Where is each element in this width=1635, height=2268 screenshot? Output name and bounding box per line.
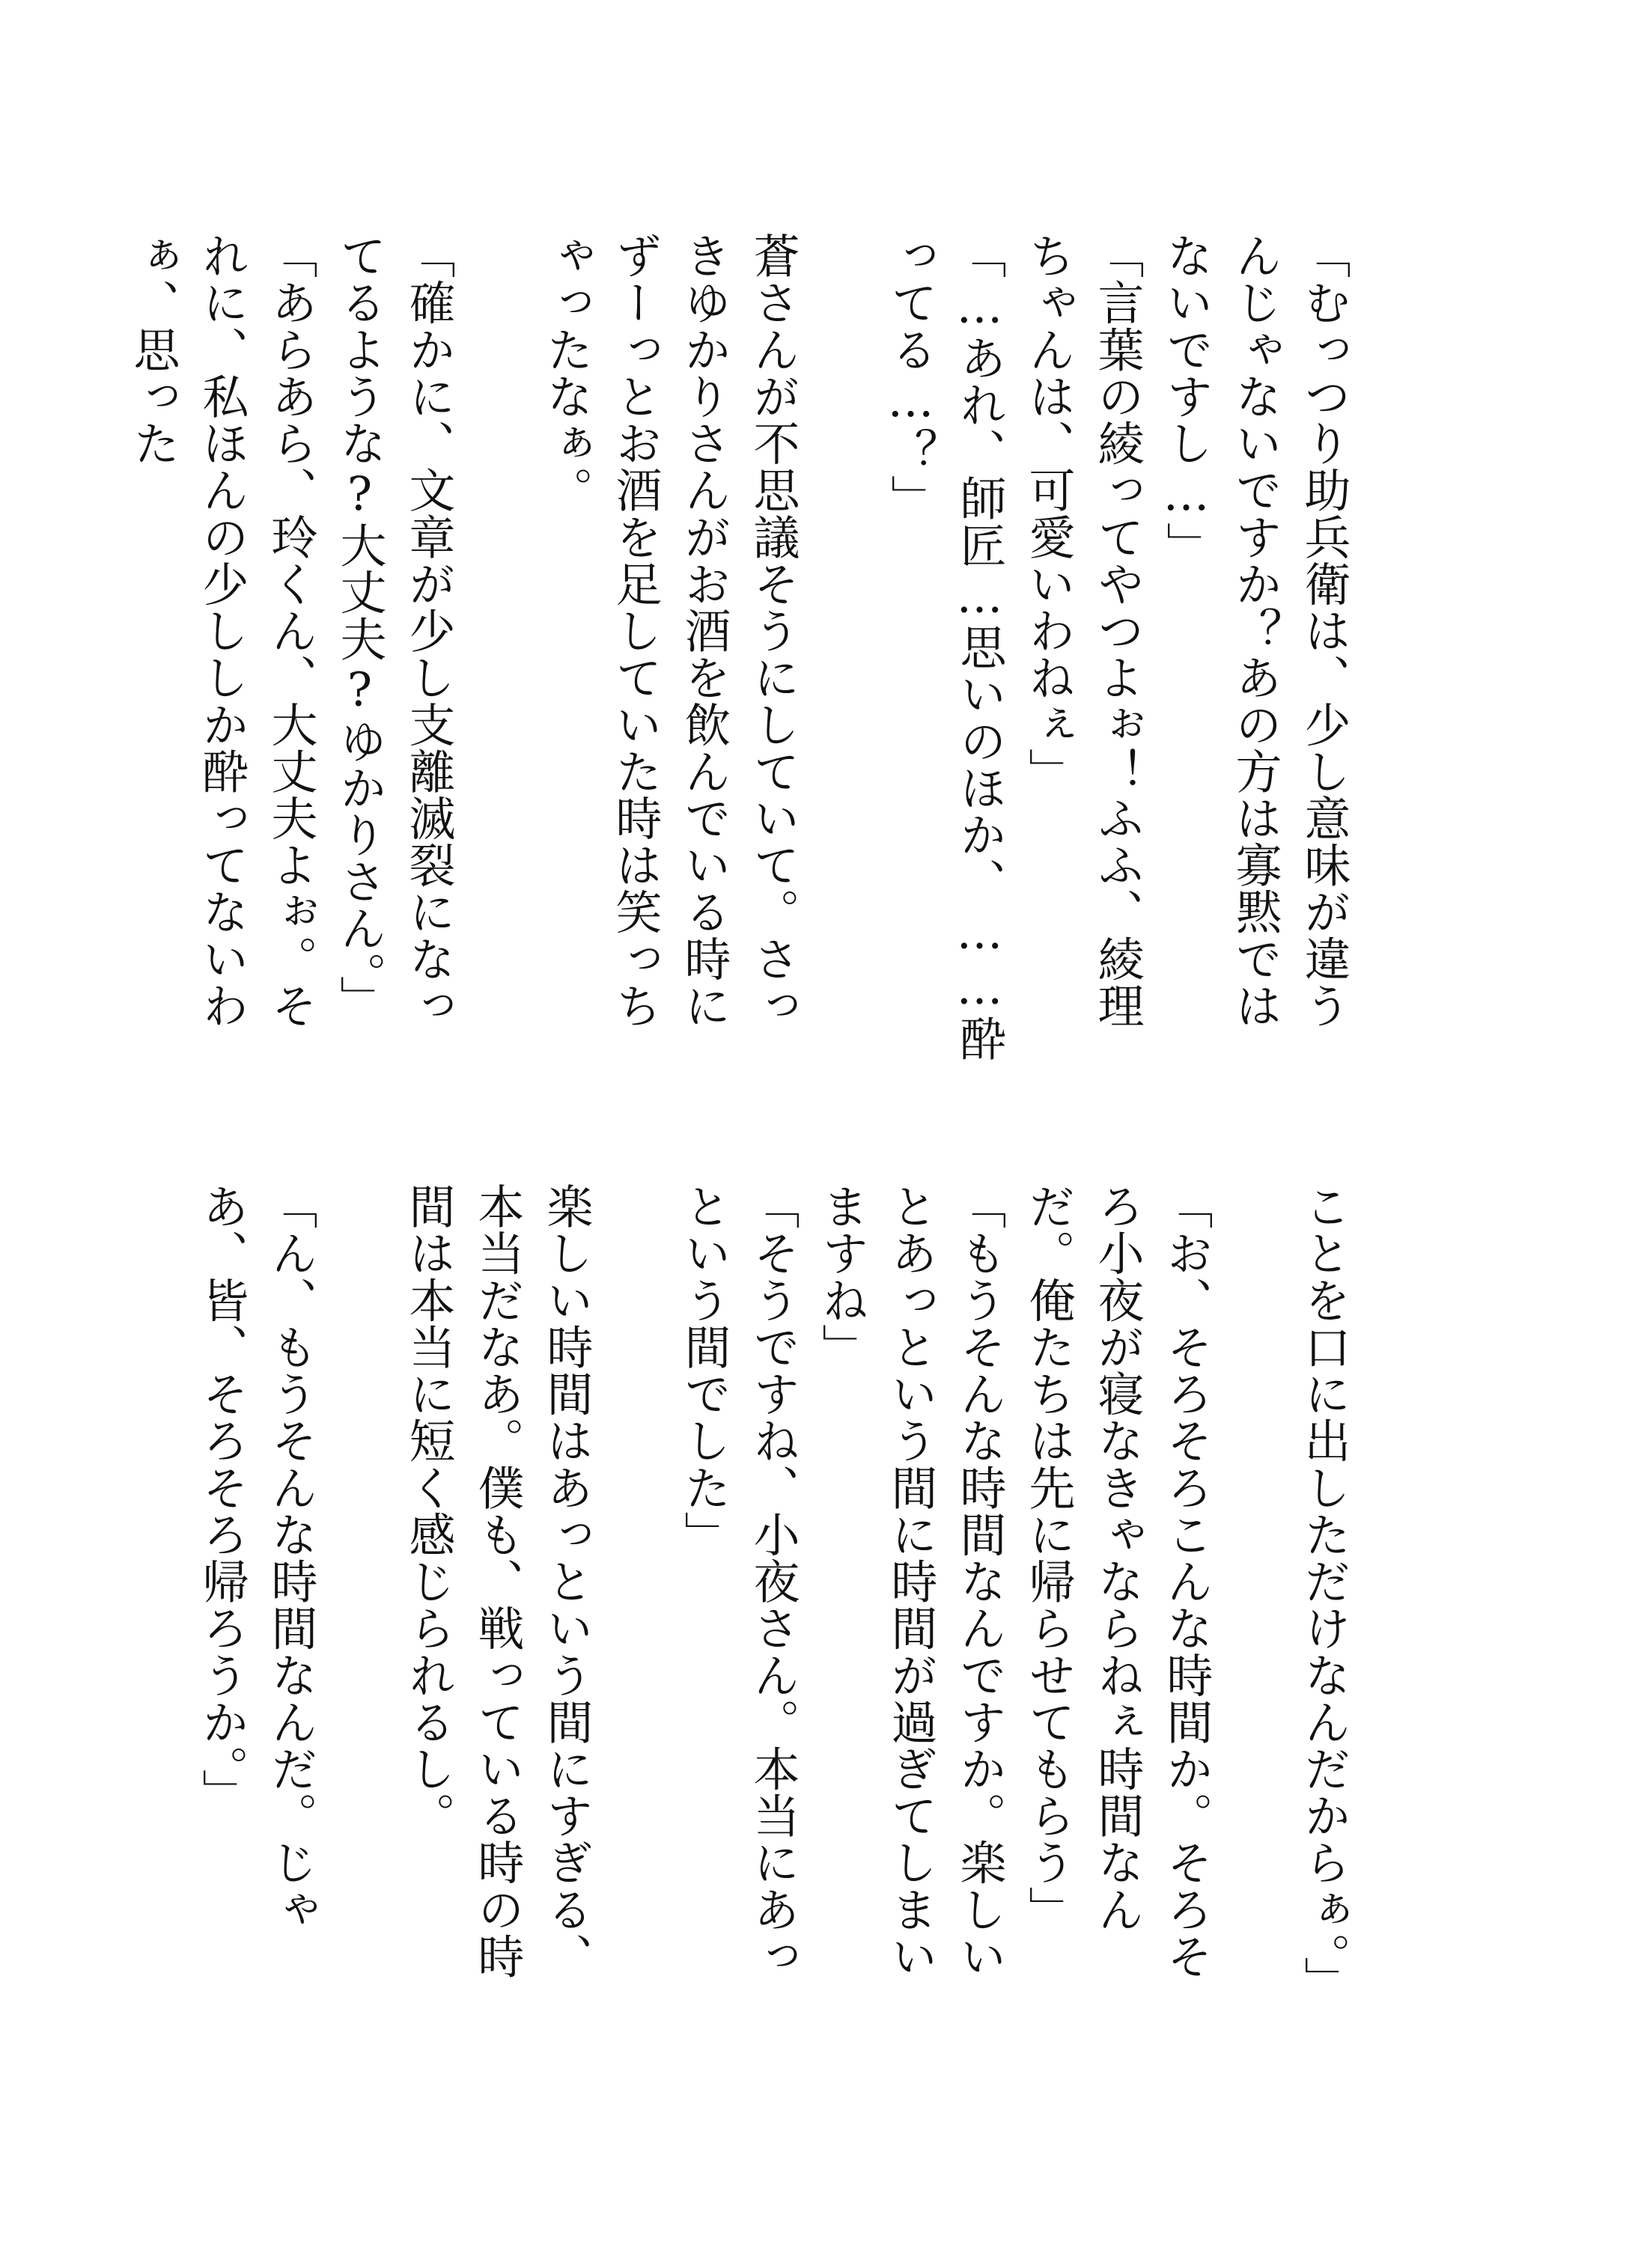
blank-line [325,1183,394,2014]
paragraph: 「確かに、文章が少し支離滅裂になってるような?大丈夫?ゆかりさん。」 [332,232,456,1029]
paragraph: 「そうですね、小夜さん。本当にあっという間でした」 [677,1183,800,1980]
paragraph: ことを口に出しただけなんだからぁ。」 [1297,1183,1351,2004]
paragraph: 「言葉の綾ってやつよぉ！ふふ、綾理ちゃんは、可愛いわねぇ」 [1021,232,1145,1029]
blank-line [600,1183,669,2014]
text-block-bottom [195,1183,1358,2014]
paragraph: 蒼さんが不思議そうにしていて。さっきゆかりさんがお酒を飲んでいる時にずーっとお酒を足していた時は笑っちゃったなぁ。 [539,232,800,1029]
blank-line [463,232,532,1063]
paragraph: 「お、そろそろこんな時間か。そろそろ小夜が寝なきゃならねぇ時間なんだ。俺たちは先に帰らせてもらう」 [1021,1183,1214,1980]
paragraph: 楽しい時間はあっという間にすぎる、本当だなあ。僕も、戦っている時の時間は本当に短く感じられるし。 [401,1183,594,1980]
blank-line [807,232,876,1063]
paragraph: 「ん、もうそんな時間なんだ。じゃあ、皆、そろそろ帰ろうか。」 [195,1183,318,1933]
paragraph: 「むっつり助兵衛は、少し意味が違うんじゃないですか？あの方は寡黙ではないですし…」 [1159,232,1351,1029]
paragraph: 「もうそんな時間なんですか。楽しいとあっという間に時間が過ぎてしまいますね」 [815,1183,1007,1980]
paragraph: 「あらあら、玲くん、大丈夫よぉ。それに、私ほんの少ししか酔ってないわぁ、思った [126,232,318,1029]
blank-line [1220,1183,1289,2014]
paragraph: 「…あれ、師匠…思いのほか、……酔ってる…？」 [883,232,1007,1062]
text-block-top [126,232,1358,1063]
